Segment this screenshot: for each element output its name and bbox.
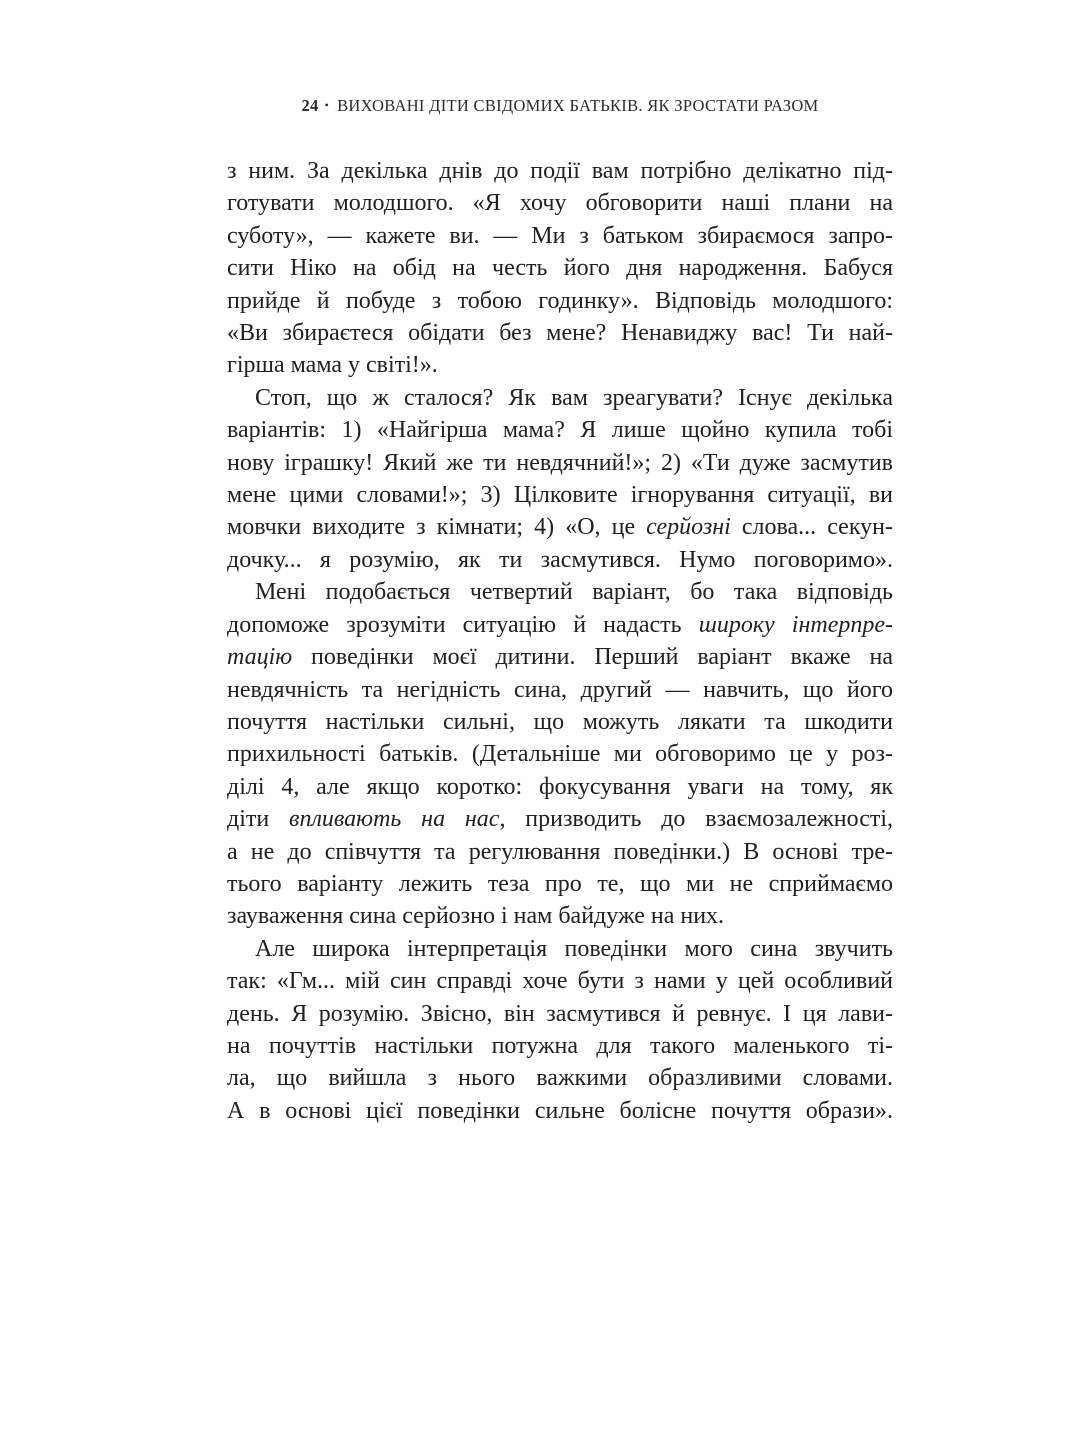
text-run: слова... секун-: [730, 514, 893, 541]
text-line: [227, 544, 893, 576]
text-line: [227, 900, 893, 932]
text-run: мовчки виходите з кімнати; 4) «О, це: [227, 514, 647, 541]
text-line: [227, 1095, 893, 1127]
paragraph: [227, 155, 893, 382]
text-run: А в основі цієї поведінки сильне болісне почуття образи».: [227, 1097, 893, 1124]
text-run: ла, що вийшла з нього важкими образливими словами.: [227, 1065, 893, 1092]
text-line: [227, 447, 893, 479]
italic-text-run: широку інтерпре-: [698, 611, 894, 638]
text-run: тього варіанту лежить теза про те, що ми не сприймаємо: [227, 870, 893, 897]
text-run: на почуттів настільки потужна для такого маленького ті-: [227, 1032, 893, 1059]
text-run: невдячність та негідність сина, другий — навчить, що його: [227, 676, 893, 703]
italic-text-run: серйозні: [646, 514, 731, 541]
header-separator-icon: •: [324, 98, 330, 112]
text-line: [227, 706, 893, 738]
text-line: [227, 187, 893, 219]
text-run: , призводить до взаємозалежності,: [499, 806, 894, 833]
running-title: ВИХОВАНІ ДІТИ СВІДОМИХ БАТЬКІВ. ЯК ЗРОСТАТИ РАЗОМ: [337, 96, 819, 115]
text-run: гірша мама у світі!».: [227, 352, 438, 379]
paragraph: [227, 933, 893, 1127]
text-line: [227, 414, 893, 446]
text-line: [227, 479, 893, 511]
text-run: а не до співчуття та регулювання поведінки.) В основі тре-: [227, 838, 893, 865]
text-run: прихильності батьків. (Детальніше ми обговоримо це у роз-: [227, 741, 893, 768]
text-run: так: «Гм... мій син справді хоче бути з нами у цей особливий: [227, 968, 893, 995]
text-line: [227, 155, 893, 187]
text-run: Стоп, що ж сталося? Як вам зреагувати? Існує декілька: [255, 384, 893, 411]
text-line: [227, 933, 893, 965]
text-run: нову іграшку! Який же ти невдячний!»; 2) «Ти дуже засмутив: [227, 449, 893, 476]
text-line: [227, 511, 893, 543]
running-head: [227, 96, 893, 116]
text-line: [227, 641, 893, 673]
text-line: [227, 803, 893, 835]
text-line: [227, 317, 893, 349]
body-text: [227, 155, 893, 1127]
text-line: [227, 868, 893, 900]
paragraph: [227, 382, 893, 576]
text-line: [227, 674, 893, 706]
text-run: готувати молодшого. «Я хочу обговорити наші плани на: [227, 190, 893, 217]
text-line: [227, 771, 893, 803]
page-number: 24: [301, 96, 319, 115]
text-run: зауваження сина серйозно і нам байдуже на них.: [227, 903, 725, 930]
text-line: [227, 1062, 893, 1094]
text-run: допоможе зрозуміти ситуацію й надасть: [227, 611, 699, 638]
text-run: мене цими словами!»; 3) Цілковите ігнорування ситуації, ви: [227, 482, 893, 509]
text-run: варіантів: 1) «Найгірша мама? Я лише щойно купила тобі: [227, 417, 893, 444]
italic-text-run: впливають на нас: [289, 806, 500, 833]
text-run: «Ви збираєтеся обідати без мене? Ненавиджу вас! Ти най-: [227, 320, 893, 347]
text-run: прийде й побуде з тобою годинку». Відповідь молодшого:: [227, 287, 893, 314]
text-run: сити Ніко на обід на честь його дня народження. Бабуся: [227, 255, 893, 282]
text-line: [227, 220, 893, 252]
text-run: дочку... я розумію, як ти засмутився. Нумо поговоримо».: [227, 546, 893, 573]
text-run: день. Я розумію. Звісно, він засмутився й ревнує. І ця лави-: [227, 1000, 893, 1027]
text-run: суботу», — кажете ви. — Ми з батьком збираємося запро-: [227, 222, 893, 249]
text-line: [227, 1030, 893, 1062]
text-line: [227, 252, 893, 284]
text-line: [227, 738, 893, 770]
text-line: [227, 285, 893, 317]
text-run: почуття настільки сильні, що можуть лякати та шкодити: [227, 708, 893, 735]
text-line: [227, 382, 893, 414]
text-line: [227, 349, 893, 381]
text-run: ділі 4, але якщо коротко: фокусування уваги на тому, як: [227, 773, 893, 800]
text-run: діти: [227, 806, 290, 833]
text-line: [227, 576, 893, 608]
text-line: [227, 609, 893, 641]
italic-text-run: тацію: [227, 644, 293, 671]
text-line: [227, 836, 893, 868]
text-run: з ним. За декілька днів до події вам потрібно делікатно під-: [227, 158, 893, 184]
paragraph: [227, 576, 893, 932]
text-run: Але широка інтерпретація поведінки мого сина звучить: [255, 935, 893, 962]
text-line: [227, 965, 893, 997]
text-run: Мені подобається четвертий варіант, бо така відповідь: [255, 579, 893, 606]
text-run: поведінки моєї дитини. Перший варіант вкаже на: [292, 644, 893, 671]
text-line: [227, 998, 893, 1030]
